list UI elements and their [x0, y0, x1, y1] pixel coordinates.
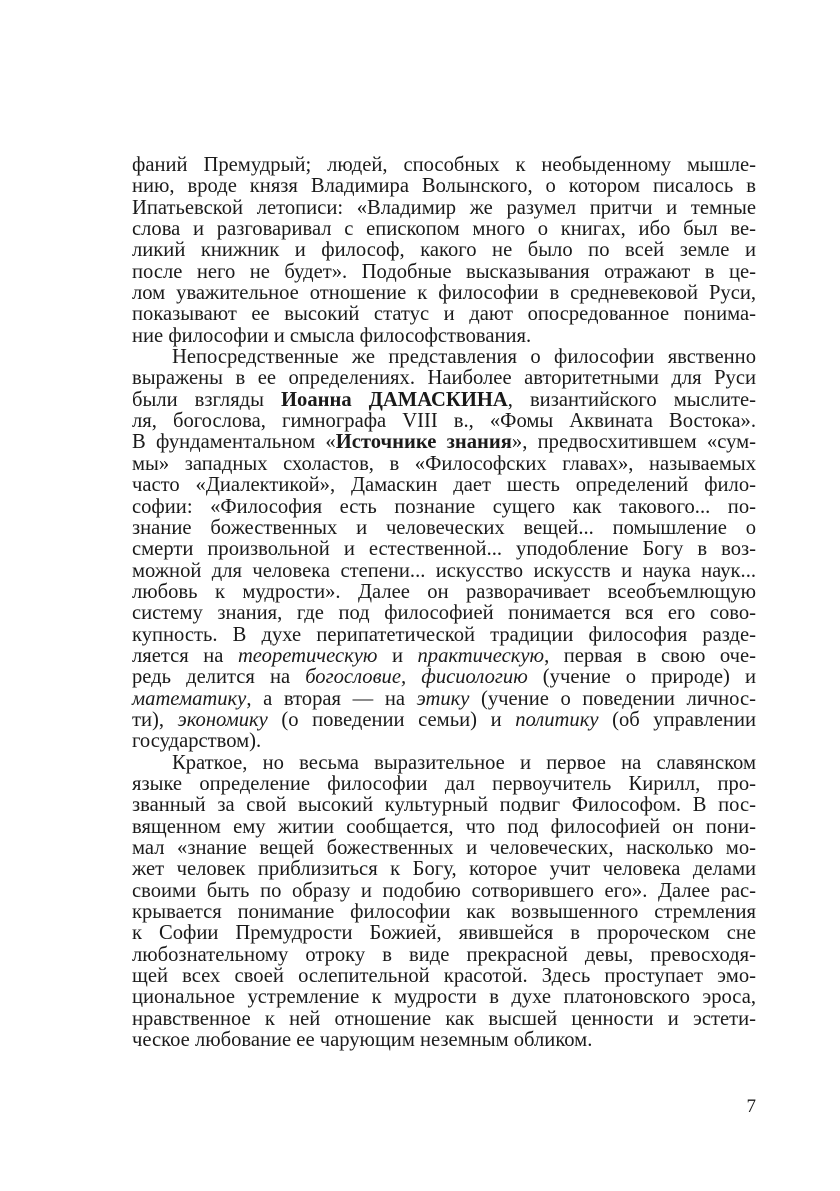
text-line — [132, 475, 756, 496]
text-line — [132, 817, 756, 838]
text-run: софии: «Философия есть познание сущего как такового... по- — [132, 495, 756, 518]
text-line — [132, 539, 756, 560]
paragraph-3 — [132, 753, 756, 1052]
text-run: циональное устремление к мудрости в духе платоновского эроса, — [132, 986, 756, 1009]
text-run: своими быть по образу и подобию сотворившего его». Далее рас- — [132, 879, 756, 902]
text-run: (об управлении — [598, 708, 756, 731]
text-line — [132, 881, 756, 902]
text-line — [132, 432, 756, 453]
text-line — [132, 646, 756, 667]
text-run: слова и разговаривал с епископом много о книгах, ибо был ве- — [132, 218, 756, 241]
text-line — [132, 753, 756, 774]
text-line — [132, 689, 756, 710]
text-run: ти), — [132, 708, 178, 731]
term-economics: экономику — [177, 708, 268, 731]
text-run: показывают ее высокий статус и дают опосредованное понима- — [132, 303, 756, 326]
text-line — [132, 902, 756, 923]
text-line — [132, 731, 756, 752]
text-run: ликий книжник и философ, какого не было по всей земле и — [132, 239, 756, 262]
text-line — [132, 603, 756, 624]
text-run: мал «знание вещей божественных и человеческих, насколько мо- — [132, 837, 756, 859]
text-line — [132, 304, 756, 325]
text-line — [132, 262, 756, 283]
text-line — [132, 219, 756, 240]
text-run: смерти произвольной и естественной... уподобление Богу в воз- — [132, 538, 756, 561]
text-run: , первая в свою оче- — [544, 644, 757, 667]
text-run: нию, вроде князя Владимира Волынского, о котором писалось в — [132, 175, 756, 198]
text-run: (о поведении семьи) и — [267, 708, 516, 731]
author-name-damascene: Иоанна ДАМАСКИНА — [281, 388, 508, 411]
text-line — [132, 347, 756, 368]
text-line — [132, 176, 756, 197]
text-run: мы» западных схоластов, в «Философских главах», называемых — [132, 452, 756, 475]
text-line — [132, 283, 756, 304]
text-run: систему знания, где под философией понимается вся его сово- — [132, 602, 756, 625]
text-run: (учение о природе) и — [527, 666, 757, 689]
text-run: выражены в ее определениях. Наиболее авторитетными для Руси — [132, 367, 756, 390]
text-line — [132, 923, 756, 944]
text-line — [132, 859, 756, 880]
text-line — [132, 710, 756, 731]
text-run: фаний Премудрый; людей, способных к необыденному мышле- — [132, 154, 756, 176]
text-run: языке определение философии дал первоучитель Кирилл, про- — [132, 772, 756, 795]
work-title-source-of-knowledge: Источнике знания — [335, 431, 512, 454]
text-run: крывается понимание философии как возвышенного стремления — [132, 901, 756, 924]
term-theology-physiology: богословие, фисиологию — [305, 666, 528, 689]
text-line — [132, 518, 756, 539]
text-line — [132, 774, 756, 795]
text-run: вященном ему житии сообщается, что под философией он пони- — [132, 815, 756, 838]
text-run: любовь к мудрости». Далее он разворачивает всеобъемлющую — [132, 580, 756, 603]
text-run: », предвосхитившем «сум- — [511, 431, 756, 454]
text-run: жет человек приблизиться к Богу, которое учит человека делами — [132, 858, 756, 881]
term-ethics: этику — [416, 687, 470, 710]
text-run: лом уважительное отношение к философии в средневековой Руси, — [132, 282, 756, 305]
text-line — [132, 368, 756, 389]
text-run: Краткое, но весьма выразительное и первое на славянском — [172, 751, 756, 774]
term-practical: практическую — [417, 644, 545, 667]
term-mathematics: математику — [132, 687, 247, 710]
text-run: редь делится на — [132, 666, 306, 689]
text-run: , а вторая — на — [246, 687, 417, 710]
text-line — [132, 561, 756, 582]
text-line — [132, 326, 756, 347]
text-run: часто «Диалектикой», Дамаскин дает шесть определений фило- — [132, 474, 756, 497]
text-line — [132, 838, 756, 859]
text-run: Ипатьевской летописи: «Владимир же разумел притчи и темные — [132, 196, 756, 219]
paragraph-2 — [132, 347, 756, 753]
text-run: после него не будет». Подобные высказывания отражают в це- — [132, 260, 756, 283]
text-run: щей всех своей ослепительной красотой. Здесь проступает эмо- — [132, 965, 756, 988]
text-line — [132, 966, 756, 987]
text-line — [132, 667, 756, 688]
text-line — [132, 240, 756, 261]
text-run: были взгляды — [132, 388, 282, 411]
text-run: можной для человека степени... искусство искусств и наука наук... — [132, 559, 756, 582]
text-run: , византийского мыслите- — [507, 388, 757, 411]
text-run: званный за свой высокий культурный подвиг Философом. В пос- — [132, 794, 756, 817]
term-politics: политику — [515, 708, 599, 731]
text-line — [132, 390, 756, 411]
term-theoretical: теоретическую — [237, 644, 378, 667]
text-run: знание божественных и человеческих вещей... помышление о — [132, 516, 756, 539]
text-run: ля, богослова, гимнографа VIII в., «Фомы Аквината Востока». — [132, 410, 756, 433]
paragraph-1 — [132, 155, 756, 347]
text-line — [132, 625, 756, 646]
text-run: к Софии Премудрости Божией, явившейся в пророческом сне — [132, 922, 756, 945]
text-line — [132, 198, 756, 219]
text-run: купность. В духе перипатетической традиции философия разде- — [132, 623, 756, 646]
text-run: ляется на — [132, 644, 238, 667]
text-line — [132, 945, 756, 966]
text-run: В фундаментальном « — [132, 431, 336, 454]
text-run: нравственное к ней отношение как высшей ценности и эстети- — [132, 1007, 756, 1030]
text-line — [132, 1009, 756, 1030]
text-run: (учение о поведении личнос- — [469, 687, 756, 710]
text-line — [132, 582, 756, 603]
text-line — [132, 454, 756, 475]
text-run: любознательному отроку в виде прекрасной девы, превосходя- — [132, 943, 756, 966]
text-line — [132, 795, 756, 816]
page-number: 7 — [746, 1096, 756, 1117]
text-line — [132, 987, 756, 1008]
text-run: и — [377, 644, 418, 667]
text-run: Непосредственные же представления о философии явственно — [172, 346, 756, 369]
text-line — [132, 497, 756, 518]
page-body — [132, 155, 756, 1051]
text-run: ние философии и смысла философствования. — [132, 324, 532, 347]
text-line — [132, 411, 756, 432]
text-line — [132, 155, 756, 176]
text-line — [132, 1030, 756, 1051]
text-run: государством). — [132, 730, 262, 753]
text-run: ческое любование ее чарующим неземным обликом. — [132, 1029, 593, 1052]
